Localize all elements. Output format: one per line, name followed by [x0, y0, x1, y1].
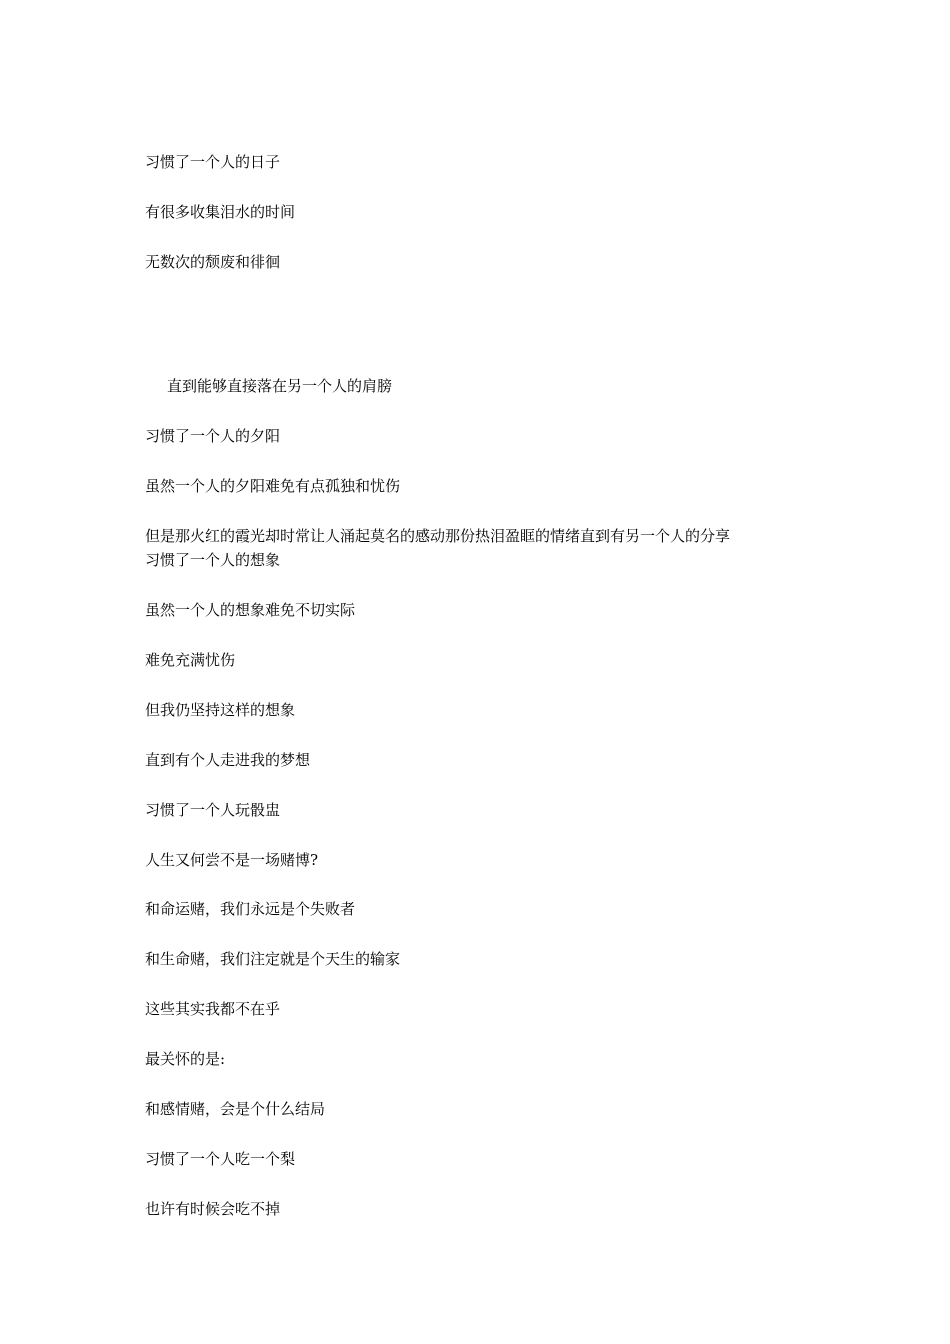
text-line: 也许有时候会吃不掉 [145, 1200, 281, 1218]
text-line: 但是那火红的霞光却时常让人涌起莫名的感动那份热泪盈眶的情绪直到有另一个人的分享 [145, 527, 731, 545]
text-line: 和命运赌，我们永远是个失败者 [145, 900, 356, 918]
text-line: 和生命赌，我们注定就是个天生的输家 [145, 950, 401, 968]
text-line: 有很多收集泪水的时间 [145, 203, 296, 221]
text-line: 难免充满忧伤 [145, 651, 236, 669]
text-line: 无数次的颓废和徘徊 [145, 253, 281, 271]
text-line: 习惯了一个人的想象 [145, 551, 281, 569]
text-line: 习惯了一个人玩骰盅 [145, 801, 281, 819]
text-line: 人生又何尝不是一场赌博? [145, 851, 319, 869]
text-line: 直到能够直接落在另一个人的肩膀 [167, 377, 393, 395]
text-line: 这些其实我都不在乎 [145, 1000, 281, 1018]
text-line: 习惯了一个人的夕阳 [145, 427, 281, 445]
text-line: 习惯了一个人吃一个梨 [145, 1150, 296, 1168]
text-line: 直到有个人走进我的梦想 [145, 751, 311, 769]
text-line: 但我仍坚持这样的想象 [145, 701, 296, 719]
text-line: 最关怀的是: [145, 1050, 226, 1068]
text-line: 和感情赌，会是个什么结局 [145, 1100, 326, 1118]
text-line: 习惯了一个人的日子 [145, 153, 281, 171]
text-line: 虽然一个人的夕阳难免有点孤独和忧伤 [145, 477, 401, 495]
text-line: 虽然一个人的想象难免不切实际 [145, 601, 356, 619]
